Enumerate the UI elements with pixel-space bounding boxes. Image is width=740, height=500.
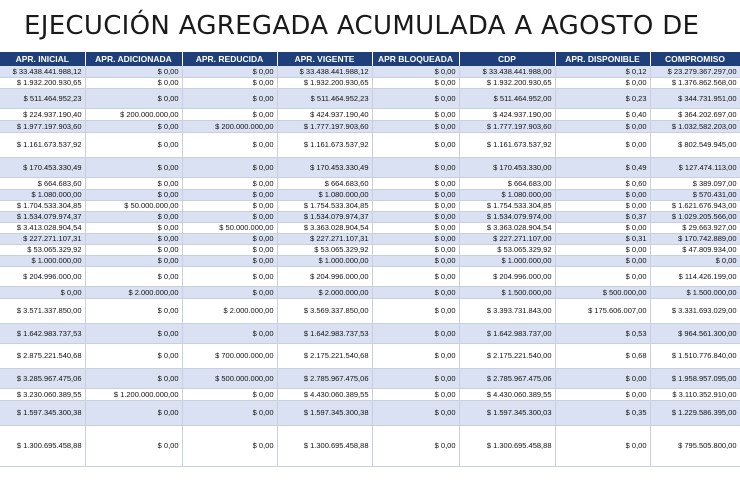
table-cell: $ 0,00 xyxy=(85,368,182,388)
table-cell: $ 1.621.676.943,00 xyxy=(650,200,740,211)
table-cell: $ 0,00 xyxy=(85,120,182,132)
table-cell: $ 1.000.000,00 xyxy=(459,255,555,266)
table-cell: $ 0,53 xyxy=(555,323,650,343)
table-cell: $ 1.300.695.458,88 xyxy=(0,425,85,466)
column-header: APR BLOQUEADA xyxy=(372,52,459,66)
table-cell: $ 0,00 xyxy=(182,233,277,244)
table-cell: $ 0,00 xyxy=(85,400,182,425)
table-cell: $ 50.000.000,00 xyxy=(85,200,182,211)
table-cell: $ 3.285.967.475,06 xyxy=(0,368,85,388)
column-header: APR. ADICIONADA xyxy=(85,52,182,66)
column-header: APR. VIGENTE xyxy=(277,52,372,66)
table-cell: $ 389.097,00 xyxy=(650,177,740,189)
table-cell: $ 1.642.983.737,53 xyxy=(0,323,85,343)
table-cell: $ 1.932.200.930,65 xyxy=(277,77,372,88)
table-cell: $ 2.785.967.475,06 xyxy=(459,368,555,388)
table-cell: $ 170.453.330,49 xyxy=(0,157,85,177)
table-cell: $ 0,00 xyxy=(182,388,277,400)
table-cell: $ 2.175.221.540,00 xyxy=(459,343,555,368)
table-cell: $ 0,00 xyxy=(555,200,650,211)
table-cell: $ 1.958.957.095,00 xyxy=(650,368,740,388)
table-cell: $ 3.393.731.843,00 xyxy=(459,298,555,323)
table-cell: $ 3.363.028.904,54 xyxy=(277,222,372,233)
table-cell: $ 0,00 xyxy=(85,66,182,77)
table-row xyxy=(0,189,740,200)
table-row xyxy=(0,157,740,177)
table-cell: $ 0,00 xyxy=(555,425,650,466)
table-cell: $ 0,40 xyxy=(555,108,650,120)
table-cell: $ 364.202.697,00 xyxy=(650,108,740,120)
table-cell: $ 0,12 xyxy=(555,66,650,77)
table-cell: $ 50.000.000,00 xyxy=(182,222,277,233)
table-row xyxy=(0,368,740,388)
table-cell: $ 3.569.337.850,00 xyxy=(277,298,372,323)
table-cell: $ 500.000.000,00 xyxy=(182,368,277,388)
table-cell: $ 175.606.007,00 xyxy=(555,298,650,323)
table-cell: $ 664.683,60 xyxy=(277,177,372,189)
table-row xyxy=(0,77,740,88)
column-header: APR. REDUCIDA xyxy=(182,52,277,66)
table-cell: $ 0,00 xyxy=(182,425,277,466)
table-cell: $ 0,00 xyxy=(372,177,459,189)
table-cell: $ 224.937.190,40 xyxy=(0,108,85,120)
table-cell: $ 0,00 xyxy=(372,77,459,88)
table-cell: $ 227.271.107,00 xyxy=(459,233,555,244)
table-row xyxy=(0,200,740,211)
table-cell: $ 0,00 xyxy=(555,255,650,266)
table-cell: $ 570.431,00 xyxy=(650,189,740,200)
table-cell: $ 0,68 xyxy=(555,343,650,368)
table-cell: $ 0,00 xyxy=(182,244,277,255)
table-cell: $ 1.754.533.304,85 xyxy=(459,200,555,211)
table-cell: $ 33.438.441.988,00 xyxy=(459,66,555,77)
table-cell: $ 3.571.337.850,00 xyxy=(0,298,85,323)
table-cell: $ 1.000.000,00 xyxy=(0,255,85,266)
table-cell: $ 0,00 xyxy=(182,200,277,211)
header-row xyxy=(0,52,740,66)
table-cell: $ 1.534.079.974,00 xyxy=(459,211,555,222)
table-cell: $ 0,00 xyxy=(372,244,459,255)
table-cell: $ 1.032.582.203,00 xyxy=(650,120,740,132)
column-header: COMPROMISO xyxy=(650,52,740,66)
table-cell: $ 1.777.197.903,60 xyxy=(277,120,372,132)
table-cell: $ 2.875.221.540,68 xyxy=(0,343,85,368)
table-cell: $ 2.000.000,00 xyxy=(182,298,277,323)
table-cell: $ 1.200.000.000,00 xyxy=(85,388,182,400)
table-cell: $ 0,00 xyxy=(182,266,277,286)
table-cell: $ 3.230.060.389,55 xyxy=(0,388,85,400)
table-cell: $ 1.642.983.737,53 xyxy=(277,323,372,343)
table-row xyxy=(0,177,740,189)
table-row xyxy=(0,343,740,368)
table-cell: $ 0,00 xyxy=(372,298,459,323)
table-cell: $ 2.175.221.540,68 xyxy=(277,343,372,368)
table-cell: $ 0,00 xyxy=(85,189,182,200)
table-cell: $ 1.510.776.840,00 xyxy=(650,343,740,368)
table-cell: $ 0,00 xyxy=(0,286,85,298)
table-row xyxy=(0,425,740,466)
table-cell: $ 114.426.199,00 xyxy=(650,266,740,286)
table-cell: $ 1.704.533.304,85 xyxy=(0,200,85,211)
table-cell: $ 2.000.000,00 xyxy=(85,286,182,298)
table-cell: $ 0,00 xyxy=(372,400,459,425)
table-cell: $ 1.977.197.903,60 xyxy=(0,120,85,132)
table-cell: $ 964.561.300,00 xyxy=(650,323,740,343)
table-cell: $ 170.453.330,00 xyxy=(459,157,555,177)
table-row xyxy=(0,66,740,77)
table-cell: $ 511.464.952,00 xyxy=(459,88,555,108)
table-cell: $ 2.785.967.475,06 xyxy=(277,368,372,388)
table-cell: $ 0,00 xyxy=(182,108,277,120)
table-cell: $ 1.597.345.300,38 xyxy=(277,400,372,425)
table-cell: $ 1.029.205.566,00 xyxy=(650,211,740,222)
table-cell: $ 0,00 xyxy=(85,298,182,323)
table-cell: $ 0,00 xyxy=(555,368,650,388)
table-cell: $ 0,00 xyxy=(182,189,277,200)
table-cell: $ 0,00 xyxy=(182,400,277,425)
table-cell: $ 0,00 xyxy=(182,88,277,108)
table-cell: $ 53.065.329,92 xyxy=(0,244,85,255)
table-cell: $ 0,00 xyxy=(372,266,459,286)
table-cell: $ 0,00 xyxy=(555,132,650,157)
table-cell: $ 0,00 xyxy=(85,222,182,233)
table-row xyxy=(0,120,740,132)
table-cell: $ 1.534.079.974,37 xyxy=(277,211,372,222)
table-cell: $ 0,31 xyxy=(555,233,650,244)
table-cell: $ 0,00 xyxy=(372,132,459,157)
table-cell: $ 1.597.345.300,38 xyxy=(0,400,85,425)
table-cell: $ 1.229.586.395,00 xyxy=(650,400,740,425)
table-cell: $ 0,00 xyxy=(372,222,459,233)
table-cell: $ 0,00 xyxy=(182,177,277,189)
table-row xyxy=(0,132,740,157)
table-cell: $ 53.065.329,92 xyxy=(277,244,372,255)
table-cell: $ 0,00 xyxy=(555,77,650,88)
column-header: CDP xyxy=(459,52,555,66)
table-cell: $ 3.110.352.910,00 xyxy=(650,388,740,400)
table-cell: $ 227.271.107,31 xyxy=(0,233,85,244)
table-cell: $ 200.000.000,00 xyxy=(182,120,277,132)
table-row xyxy=(0,388,740,400)
table-cell: $ 1.500.000,00 xyxy=(459,286,555,298)
table-cell: $ 227.271.107,31 xyxy=(277,233,372,244)
table-cell: $ 4.430.060.389,55 xyxy=(277,388,372,400)
table-cell: $ 0,00 xyxy=(85,343,182,368)
table-cell: $ 3.413.028.904,54 xyxy=(0,222,85,233)
table-cell: $ 200.000.000,00 xyxy=(85,108,182,120)
table-cell: $ 344.731.951,00 xyxy=(650,88,740,108)
table-cell: $ 0,00 xyxy=(372,343,459,368)
table-cell: $ 0,00 xyxy=(372,368,459,388)
table-cell: $ 0,00 xyxy=(372,286,459,298)
table-cell: $ 0,00 xyxy=(372,388,459,400)
table-cell: $ 795.505.800,00 xyxy=(650,425,740,466)
table-cell: $ 204.996.000,00 xyxy=(0,266,85,286)
table-row xyxy=(0,211,740,222)
table-cell: $ 1.300.695.458,88 xyxy=(459,425,555,466)
table-body xyxy=(0,66,740,466)
table-cell: $ 664.683,60 xyxy=(0,177,85,189)
table-cell: $ 0,00 xyxy=(182,132,277,157)
table-cell: $ 0,49 xyxy=(555,157,650,177)
table-cell: $ 0,00 xyxy=(372,108,459,120)
table-cell: $ 0,00 xyxy=(372,157,459,177)
table-cell: $ 0,00 xyxy=(85,211,182,222)
table-cell: $ 0,00 xyxy=(182,286,277,298)
table-cell: $ 204.996.000,00 xyxy=(459,266,555,286)
table-cell: $ 127.474.113,00 xyxy=(650,157,740,177)
column-header: APR. DISPONIBLE xyxy=(555,52,650,66)
table-cell: $ 0,00 xyxy=(372,66,459,77)
table-cell: $ 23.279.367.297,00 xyxy=(650,66,740,77)
table-cell: $ 33.438.441.988,12 xyxy=(0,66,85,77)
table-cell: $ 424.937.190,00 xyxy=(459,108,555,120)
table-cell: $ 47.809.934,00 xyxy=(650,244,740,255)
table-cell: $ 0,00 xyxy=(555,266,650,286)
table-row xyxy=(0,323,740,343)
table-row xyxy=(0,108,740,120)
table-row xyxy=(0,255,740,266)
table-cell: $ 29.663.927,00 xyxy=(650,222,740,233)
table-cell: $ 0,00 xyxy=(85,77,182,88)
table-cell: $ 1.080.000,00 xyxy=(459,189,555,200)
table-cell: $ 0,00 xyxy=(372,323,459,343)
table-cell: $ 0,00 xyxy=(555,244,650,255)
table-cell: $ 0,00 xyxy=(85,88,182,108)
table-cell: $ 1.597.345.300,03 xyxy=(459,400,555,425)
table-cell: $ 0,60 xyxy=(555,177,650,189)
table-cell: $ 1.161.673.537,92 xyxy=(459,132,555,157)
table-cell: $ 0,00 xyxy=(555,189,650,200)
table-cell: $ 1.376.862.568,00 xyxy=(650,77,740,88)
table-cell: $ 0,00 xyxy=(555,388,650,400)
table-cell: $ 0,00 xyxy=(85,266,182,286)
table-cell: $ 511.464.952,23 xyxy=(0,88,85,108)
table-row xyxy=(0,286,740,298)
table-cell: $ 664.683,00 xyxy=(459,177,555,189)
table-cell: $ 0,00 xyxy=(182,66,277,77)
table-cell: $ 0,00 xyxy=(85,255,182,266)
table-cell: $ 1.777.197.903,60 xyxy=(459,120,555,132)
table-cell: $ 0,00 xyxy=(372,211,459,222)
table-cell: $ 3.363.028.904,54 xyxy=(459,222,555,233)
table-cell: $ 170.453.330,49 xyxy=(277,157,372,177)
table-cell: $ 0,00 xyxy=(85,177,182,189)
table-row xyxy=(0,400,740,425)
table-cell: $ 1.080.000,00 xyxy=(0,189,85,200)
table-cell: $ 511.464.952,23 xyxy=(277,88,372,108)
table-cell: $ 1.300.695.458,88 xyxy=(277,425,372,466)
table-cell: $ 0,37 xyxy=(555,211,650,222)
table-cell: $ 424.937.190,40 xyxy=(277,108,372,120)
table-cell: $ 1.932.200.930,65 xyxy=(0,77,85,88)
table-cell: $ 1.500.000,00 xyxy=(650,286,740,298)
table-cell: $ 0,00 xyxy=(85,157,182,177)
table-row xyxy=(0,222,740,233)
table-cell: $ 0,00 xyxy=(182,323,277,343)
table-cell: $ 0,00 xyxy=(85,323,182,343)
table-cell: $ 53.065.329,92 xyxy=(459,244,555,255)
table-row xyxy=(0,266,740,286)
table-cell: $ 0,00 xyxy=(650,255,740,266)
table-cell: $ 1.932.200.930,65 xyxy=(459,77,555,88)
table-cell: $ 1.642.983.737,00 xyxy=(459,323,555,343)
table-cell: $ 0,00 xyxy=(85,244,182,255)
page-title: EJECUCIÓN AGREGADA ACUMULADA A AGOSTO DE xyxy=(24,11,700,41)
table-cell: $ 0,00 xyxy=(372,200,459,211)
table-cell: $ 0,00 xyxy=(182,157,277,177)
table-cell: $ 2.000.000,00 xyxy=(277,286,372,298)
table-cell: $ 0,00 xyxy=(372,189,459,200)
table-cell: $ 0,35 xyxy=(555,400,650,425)
table-cell: $ 0,00 xyxy=(85,132,182,157)
table-cell: $ 0,00 xyxy=(372,425,459,466)
table-cell: $ 0,00 xyxy=(555,120,650,132)
table-cell: $ 1.000.000,00 xyxy=(277,255,372,266)
table-cell: $ 1.161.673.537,92 xyxy=(0,132,85,157)
table-cell: $ 33.438.441.988,12 xyxy=(277,66,372,77)
table-cell: $ 0,23 xyxy=(555,88,650,108)
table-row xyxy=(0,244,740,255)
table-cell: $ 0,00 xyxy=(85,425,182,466)
table-cell: $ 204.996.000,00 xyxy=(277,266,372,286)
table-cell: $ 0,00 xyxy=(372,233,459,244)
table-cell: $ 0,00 xyxy=(372,255,459,266)
table-cell: $ 0,00 xyxy=(85,233,182,244)
table-cell: $ 1.161.673.537,92 xyxy=(277,132,372,157)
table-cell: $ 0,00 xyxy=(372,88,459,108)
table-row xyxy=(0,88,740,108)
column-header: APR. INICIAL xyxy=(0,52,85,66)
table-cell: $ 0,00 xyxy=(182,211,277,222)
table-cell: $ 802.549.945,00 xyxy=(650,132,740,157)
table-cell: $ 0,00 xyxy=(372,120,459,132)
table-cell: $ 500.000,00 xyxy=(555,286,650,298)
budget-table xyxy=(0,52,740,467)
table-cell: $ 1.754.533.304,85 xyxy=(277,200,372,211)
table-cell: $ 1.080.000,00 xyxy=(277,189,372,200)
table-cell: $ 170.742.889,00 xyxy=(650,233,740,244)
table-row xyxy=(0,298,740,323)
table-cell: $ 0,00 xyxy=(182,77,277,88)
table-cell: $ 0,00 xyxy=(182,255,277,266)
table-cell: $ 4.430.060.389,55 xyxy=(459,388,555,400)
table-cell: $ 1.534.079.974,37 xyxy=(0,211,85,222)
table-cell: $ 3.331.693.029,00 xyxy=(650,298,740,323)
table-cell: $ 700.000.000,00 xyxy=(182,343,277,368)
table-cell: $ 0,00 xyxy=(555,222,650,233)
table-row xyxy=(0,233,740,244)
